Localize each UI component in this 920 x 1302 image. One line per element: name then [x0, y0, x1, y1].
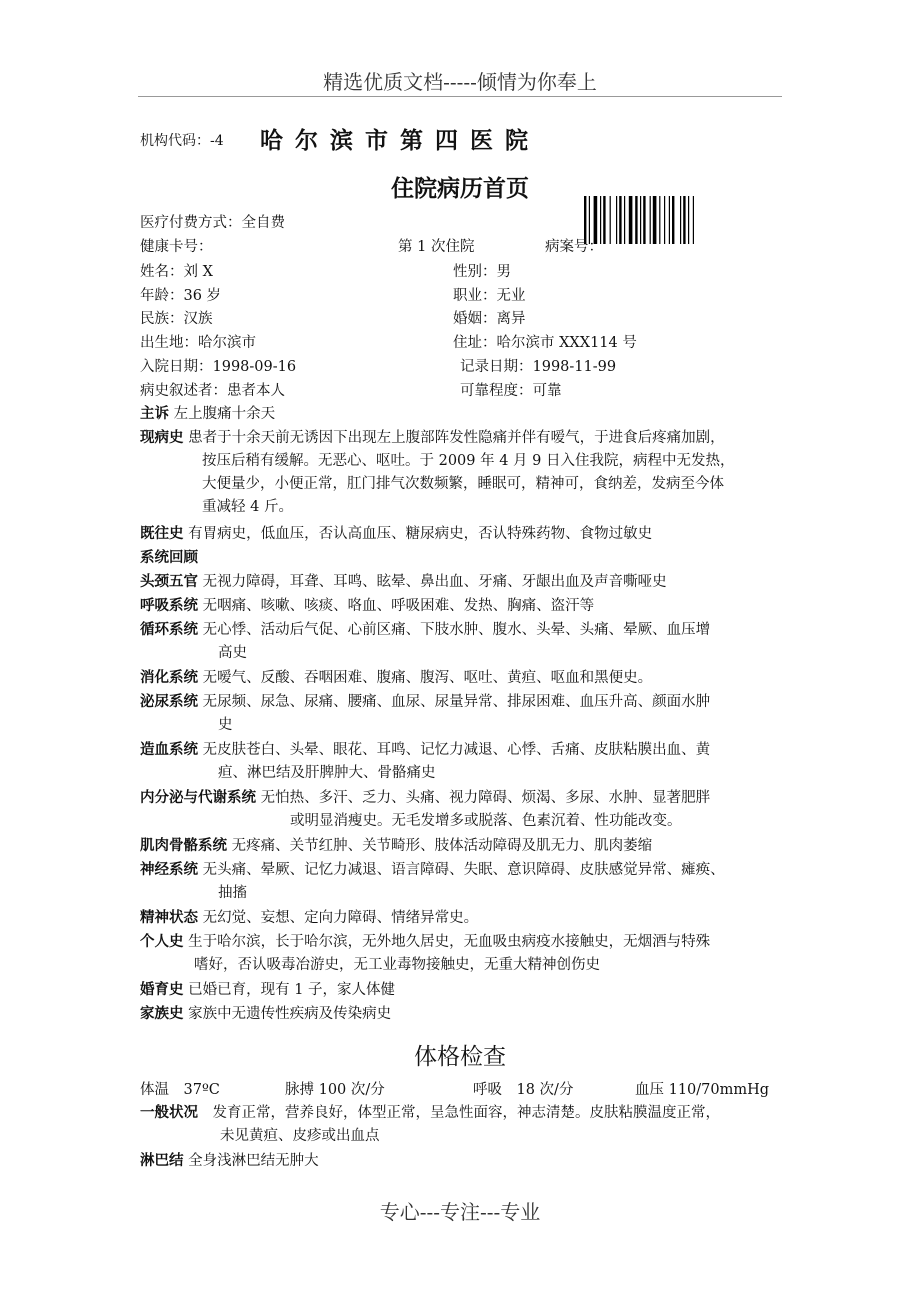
hematopoietic-line-2: 疸、淋巴结及肝脾肿大、骨骼痛史 [218, 765, 436, 781]
barcode-bar [643, 196, 645, 244]
barcode-bar [664, 196, 665, 244]
barcode-bar [688, 196, 689, 244]
respiratory-label: 呼吸系统 [140, 597, 198, 614]
barcode-bar [659, 196, 660, 244]
nervous [140, 858, 790, 905]
present-illness-line-1: 患者于十余天前无诱因下出现左上腹部阵发性隐痛并伴有嗳气，于进食后疼痛加剧， [188, 430, 725, 446]
endocrine-line-1: 无怕热、多汗、乏力、头痛、视力障碍、烦渴、多尿、水肿、显著肥胖 [260, 790, 711, 806]
patient-name: 姓名：刘 X [140, 264, 213, 280]
nervous-label: 神经系统 [140, 861, 198, 878]
present-illness [140, 426, 790, 519]
patient-birthplace: 出生地：哈尔滨市 [140, 335, 256, 351]
patient-age: 年龄：36 岁 [140, 288, 222, 304]
general-condition-line-2: 未见黄疸、皮疹或出血点 [220, 1128, 380, 1144]
digestive-label: 消化系统 [140, 669, 198, 686]
case-number: 病案号： [545, 239, 603, 255]
family-history [140, 1002, 790, 1026]
barcode-bar [669, 196, 670, 244]
marital-history-label: 婚育史 [140, 981, 184, 998]
health-card: 健康卡号： [140, 239, 213, 255]
header-rule [138, 96, 782, 97]
barcode-bar [616, 196, 617, 244]
barcode-bar [672, 196, 674, 244]
barcode-bar [635, 196, 637, 244]
past-history-label: 既往史 [140, 525, 184, 542]
lymph-nodes-text: 全身浅淋巴结无肿大 [188, 1153, 319, 1169]
payment-method: 医疗付费方式：全自费 [140, 215, 285, 231]
barcode-bar [629, 196, 633, 244]
history-narrator: 病史叙述者：患者本人 [140, 383, 285, 399]
urinary-label: 泌尿系统 [140, 693, 198, 710]
past-history [140, 522, 790, 546]
marital-history-text: 已婚已育，现有 1 子，家人体健 [188, 982, 396, 998]
hematopoietic-line-1: 无皮肤苍白、头晕、眼花、耳鸣、记忆力减退、心悸、舌痛、皮肤粘膜出血、黄 [202, 742, 711, 758]
system-review-label: 系统回顾 [140, 549, 198, 566]
endocrine-line-2: 或明显消瘦史。无毛发增多或脱落、色素沉着、性功能改变。 [290, 813, 682, 829]
musculoskeletal-text: 无疼痛、关节红肿、关节畸形、肢体活动障碍及肌无力、肌肉萎缩 [231, 838, 653, 854]
reliability: 可靠程度：可靠 [460, 383, 562, 399]
vital-temperature: 体温 37ºC [140, 1082, 220, 1098]
barcode-bar [693, 196, 694, 244]
vital-blood-pressure: 血压 110/70mmHg [635, 1082, 770, 1098]
system-review-heading [140, 546, 790, 570]
barcode-bar [680, 196, 681, 244]
head-neck-label: 头颈五官 [140, 573, 198, 590]
respiratory [140, 594, 790, 618]
circulatory [140, 618, 790, 665]
urinary-line-1: 无尿频、尿急、尿痛、腰痛、血尿、尿量异常、排尿困难、血压升高、颜面水肿 [202, 694, 711, 710]
patient-occupation: 职业：无业 [453, 288, 526, 304]
patient-marriage: 婚姻：离异 [453, 311, 526, 327]
musculoskeletal-label: 肌肉骨骼系统 [140, 837, 227, 854]
lymph-nodes-label: 淋巴结 [140, 1152, 184, 1169]
mental-state-label: 精神状态 [140, 909, 198, 926]
musculoskeletal [140, 834, 790, 858]
head-neck [140, 570, 790, 594]
barcode [584, 196, 736, 244]
nervous-line-2: 抽搐 [218, 885, 247, 901]
circulatory-line-2: 高史 [218, 645, 247, 661]
hospital-name: 哈尔滨市第四医院 [260, 127, 540, 154]
lymph-nodes [140, 1149, 790, 1173]
admission-count: 第 1 次住院 [398, 239, 475, 255]
urinary [140, 690, 790, 737]
nervous-line-1: 无头痛、晕厥、记忆力减退、语言障碍、失眠、意识障碍、皮肤感觉异常、瘫痪、 [202, 862, 725, 878]
barcode-bar [640, 196, 641, 244]
personal-history-line-2: 嗜好，否认吸毒冶游史，无工业毒物接触史，无重大精神创伤史 [194, 957, 600, 973]
barcode-bar [624, 196, 625, 244]
head-neck-text: 无视力障碍，耳聋、耳鸣、眩晕、鼻出血、牙痛、牙龈出血及声音嘶哑史 [202, 574, 667, 590]
circulatory-line-1: 无心悸、活动后气促、心前区痛、下肢水肿、腹水、头晕、头痛、晕厥、血压增 [202, 622, 711, 638]
urinary-line-2: 史 [218, 717, 233, 733]
barcode-bar [619, 196, 621, 244]
patient-ethnicity: 民族：汉族 [140, 311, 213, 327]
endocrine [140, 786, 790, 833]
barcode-bar [650, 196, 651, 244]
past-history-text: 有胃病史，低血压，否认高血压、糖尿病史，否认特殊药物、食物过敏史 [188, 526, 653, 542]
digestive [140, 666, 790, 690]
barcode-bar [603, 196, 605, 244]
chief-complaint [140, 402, 790, 426]
barcode-bar [683, 196, 685, 244]
personal-history [140, 930, 790, 977]
document-title: 住院病历首页 [391, 175, 529, 202]
digestive-text: 无嗳气、反酸、吞咽困难、腹痛、腹泻、呕吐、黄疸、呕血和黑便史。 [202, 670, 653, 686]
general-condition-line-1: 发育正常，营养良好，体型正常，呈急性面容，神志清楚。皮肤粘膜温度正常， [212, 1105, 720, 1121]
present-illness-label: 现病史 [140, 429, 184, 446]
respiratory-text: 无咽痛、咳嗽、咳痰、咯血、呼吸困难、发热、胸痛、盗汗等 [202, 598, 595, 614]
admit-date: 入院日期：1998-09-16 [140, 359, 297, 375]
page-header: 精选优质文档-----倾情为你奉上 [323, 70, 597, 94]
marital-history [140, 978, 790, 1002]
family-history-text: 家族中无遗传性疾病及传染病史 [188, 1006, 392, 1022]
barcode-bar [610, 196, 611, 244]
vital-respiration: 呼吸 18 次/分 [473, 1082, 574, 1098]
vital-pulse: 脉搏 100 次/分 [285, 1082, 385, 1098]
hematopoietic [140, 738, 790, 785]
org-code: 机构代码：-4 [140, 133, 224, 149]
physical-exam-title: 体格检查 [414, 1044, 506, 1070]
family-history-label: 家族史 [140, 1005, 184, 1022]
present-illness-line-2: 按压后稍有缓解。无恶心、呕吐。于 2009 年 4 月 9 日入住我院，病程中无发热， [202, 453, 735, 469]
personal-history-line-1: 生于哈尔滨，长于哈尔滨，无外地久居史，无血吸虫病疫水接触史，无烟酒与特殊 [188, 934, 711, 950]
general-condition-label: 一般状况 [140, 1104, 198, 1121]
barcode-bar [653, 196, 657, 244]
present-illness-line-3: 大便量少，小便正常，肛门排气次数频繁，睡眠可，精神可，食纳差，发病至今体 [202, 476, 724, 492]
patient-sex: 性别：男 [453, 264, 511, 280]
general-condition [140, 1101, 790, 1148]
hematopoietic-label: 造血系统 [140, 741, 198, 758]
chief-complaint-text: 左上腹痛十余天 [173, 406, 276, 422]
mental-state-text: 无幻觉、妄想、定向力障碍、情绪异常史。 [202, 910, 479, 926]
circulatory-label: 循环系统 [140, 621, 198, 638]
chief-complaint-label: 主诉 [140, 405, 169, 422]
mental-state [140, 906, 790, 930]
patient-address: 住址：哈尔滨市 XXX114 号 [453, 335, 637, 351]
present-illness-line-4: 重减轻 4 斤。 [202, 499, 293, 515]
page-footer: 专心---专注---专业 [379, 1200, 541, 1224]
record-date: 记录日期：1998-11-99 [460, 359, 617, 375]
endocrine-label: 内分泌与代谢系统 [140, 789, 256, 806]
personal-history-label: 个人史 [140, 933, 184, 950]
